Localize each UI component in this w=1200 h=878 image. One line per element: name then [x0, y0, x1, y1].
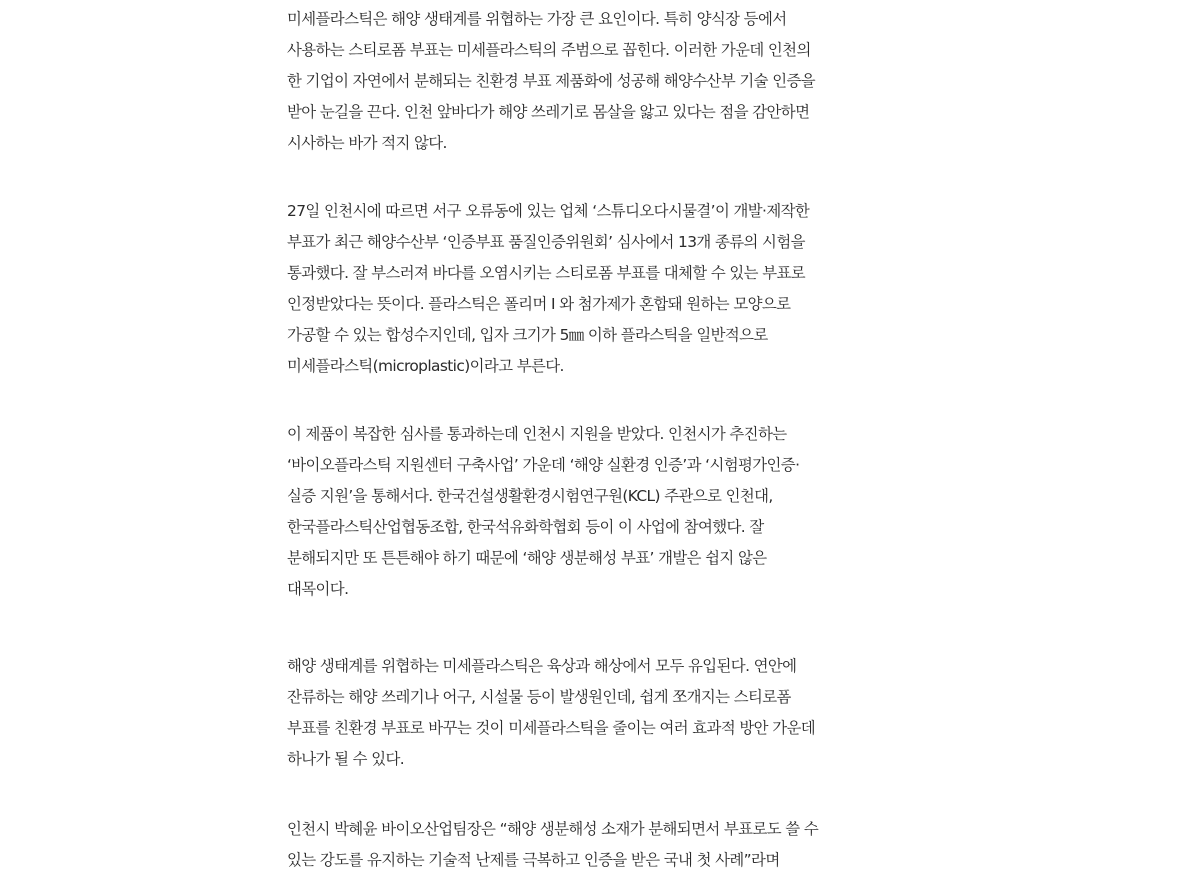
text-line: 가공할 수 있는 합성수지인데, 입자 크기가 5㎜ 이하 플라스틱을 일반적으로	[287, 326, 768, 344]
text-line: 대목이다.	[287, 580, 349, 598]
text-line: 있는 강도를 유지하는 기술적 난제를 극복하고 인증을 받은 국내 첫 사례”라며	[287, 851, 780, 869]
text-line: 이 제품이 복잡한 심사를 통과하는데 인천시 지원을 받았다. 인천시가 추진하는	[287, 425, 787, 443]
text-line: 실증 지원’을 통해서다. 한국건설생활환경시험연구원(KCL) 주관으로 인천대,	[287, 487, 773, 505]
text-line: 27일 인천시에 따르면 서구 오류동에 있는 업체 ‘스튜디오다시물결’이 개발·제작한	[287, 202, 810, 220]
paragraph-2	[287, 196, 809, 382]
paragraph-5	[287, 814, 818, 876]
paragraph-3	[287, 419, 799, 605]
text-line: 받아 눈길을 끈다. 인천 앞바다가 해양 쓰레기로 몸살을 앓고 있다는 점을 감안하면	[287, 103, 810, 121]
text-line: 한 기업이 자연에서 분해되는 친환경 부표 제품화에 성공해 해양수산부 기술 인증을	[287, 72, 816, 90]
paragraph-4	[287, 651, 815, 775]
text-line: 미세플라스틱은 해양 생태계를 위협하는 가장 큰 요인이다. 특히 양식장 등에서	[287, 10, 787, 28]
text-line: 부표를 친환경 부표로 바꾸는 것이 미세플라스틱을 줄이는 여러 효과적 방안 가운데	[287, 719, 816, 737]
text-line: 사용하는 스티로폼 부표는 미세플라스틱의 주범으로 꼽힌다. 이러한 가운데 인천의	[287, 41, 811, 59]
text-line: 인정받았다는 뜻이다. 플라스틱은 폴리머 I 와 첨가제가 혼합돼 원하는 모양으로	[287, 295, 791, 313]
text-line: 시사하는 바가 적지 않다.	[287, 134, 447, 152]
text-line: 인천시 박혜윤 바이오산업팀장은 “해양 생분해성 소재가 분해되면서 부표로도 쓸 수	[287, 820, 819, 838]
text-line: 분해되지만 또 튼튼해야 하기 때문에 ‘해양 생분해성 부표’ 개발은 쉽지 않은	[287, 549, 767, 567]
text-line: 잔류하는 해양 쓰레기나 어구, 시설물 등이 발생원인데, 쉽게 쪼개지는 스티로폼	[287, 688, 791, 706]
text-line: 해양 생태계를 위협하는 미세플라스틱은 육상과 해상에서 모두 유입된다. 연안에	[287, 657, 797, 675]
text-line: 한국플라스틱산업협동조합, 한국석유화학협회 등이 이 사업에 참여했다. 잘	[287, 518, 764, 536]
paragraph-1	[287, 4, 815, 159]
text-line: 부표가 최근 해양수산부 ‘인증부표 품질인증위원회’ 심사에서 13개 종류의 시험을	[287, 233, 805, 251]
text-line: ‘바이오플라스틱 지원센터 구축사업’ 가운데 ‘해양 실환경 인증’과 ‘시험평가인증·	[287, 456, 800, 474]
text-line: 미세플라스틱(microplastic)이라고 부른다.	[287, 357, 564, 375]
text-line: 하나가 될 수 있다.	[287, 750, 405, 768]
text-line: 통과했다. 잘 부스러져 바다를 오염시키는 스티로폼 부표를 대체할 수 있는 부표로	[287, 264, 806, 282]
